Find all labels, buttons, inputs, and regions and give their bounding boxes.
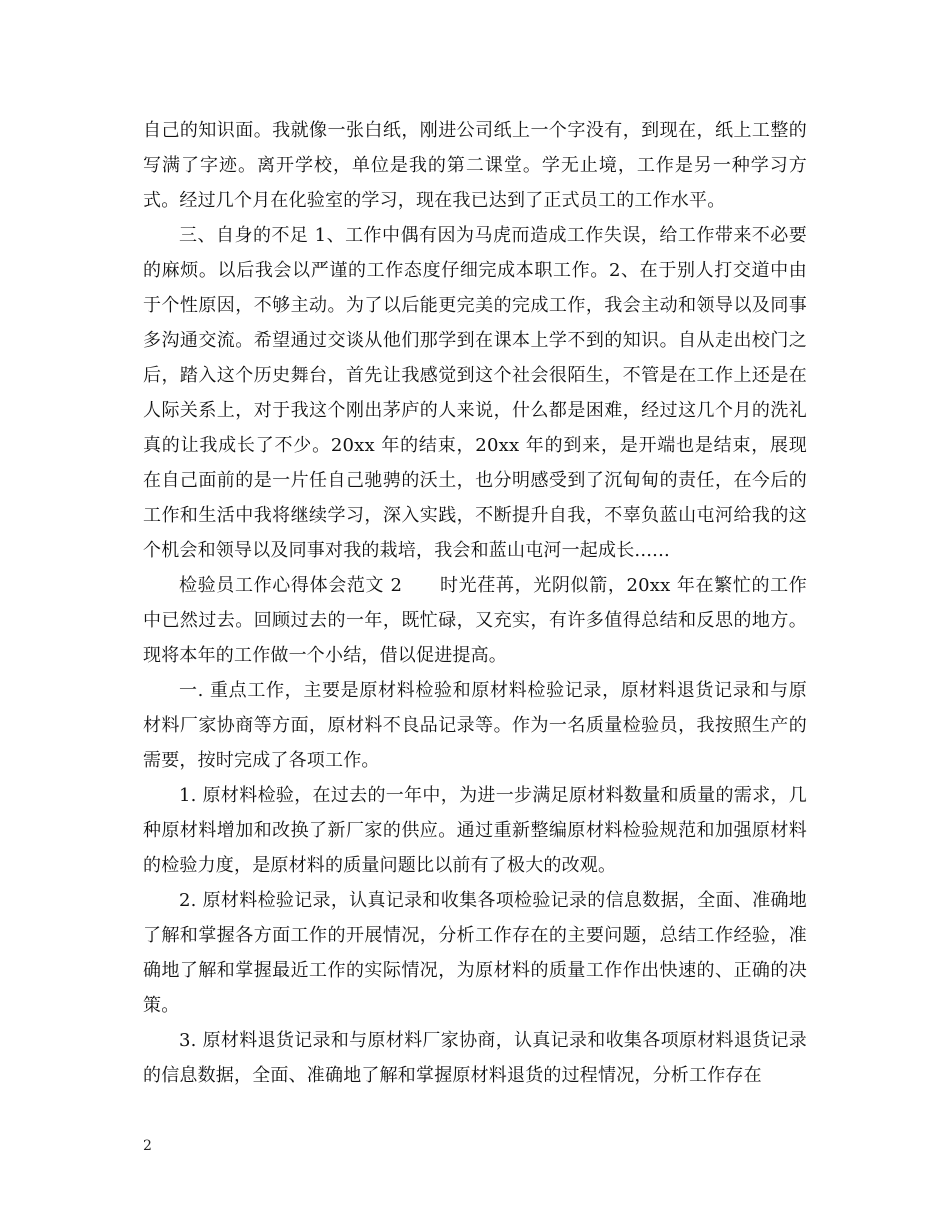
paragraph-3: 检验员工作心得体会范文 2 时光荏苒，光阴似箭，20xx 年在繁忙的工作中已然过去。回顾过去的一年，既忙碌，又充实，有许多值得总结和反思的地方。现将本年的工作做一个小结，借以促进提高。: [143, 575, 807, 666]
document-body: [143, 113, 807, 1093]
paragraph-6: 2. 原材料检验记录，认真记录和收集各项检验记录的信息数据，全面、准确地了解和掌握各方面工作的开展情况，分析工作存在的主要问题，总结工作经验，准确地了解和掌握最近工作的实际情况，为原材料的质量工作作出快速的、正确的决策。: [143, 890, 807, 1016]
page-number: 2: [143, 1138, 152, 1154]
paragraph-4: 一. 重点工作，主要是原材料检验和原材料检验记录，原材料退货记录和与原材料厂家协商等方面，原材料不良品记录等。作为一名质量检验员，我按照生产的需要，按时完成了各项工作。: [143, 680, 807, 771]
paragraph-1: 自己的知识面。我就像一张白纸，刚进公司纸上一个字没有，到现在，纸上工整的写满了字迹。离开学校，单位是我的第二课堂。学无止境，工作是另一种学习方式。经过几个月在化验室的学习，现在我已达到了正式员工的工作水平。: [143, 120, 807, 211]
paragraph-2: 三、自身的不足 1、工作中偶有因为马虎而造成工作失误，给工作带来不必要的麻烦。以后我会以严谨的工作态度仔细完成本职工作。2、在于别人打交道中由于个性原因，不够主动。为了以后能更完美的完成工作，我会主动和领导以及同事多沟通交流。希望通过交谈从他们那学到在课本上学不到的知识。自从走出校门之后，踏入这个历史舞台，首先让我感觉到这个社会很陌生，不管是在工作上还是在人际关系上，对于我这个刚出茅庐的人来说，什么都是困难，经过这几个月的洗礼真的让我成长了不少。20xx 年的结束，20xx 年的到来，是开端也是结束，展现在自己面前的是一片任自己驰骋的沃土，也分明感受到了沉甸甸的责任，在今后的工作和生活中我将继续学习，深入实践，不断提升自我，不辜负蓝山屯河给我的这个机会和领导以及同事对我的栽培，我会和蓝山屯河一起成长......: [143, 225, 807, 561]
paragraph-5: 1. 原材料检验，在过去的一年中，为进一步满足原材料数量和质量的需求，几种原材料增加和改换了新厂家的供应。通过重新整编原材料检验规范和加强原材料的检验力度，是原材料的质量问题比以前有了极大的改观。: [143, 785, 807, 876]
paragraph-7: 3. 原材料退货记录和与原材料厂家协商，认真记录和收集各项原材料退货记录的信息数据，全面、准确地了解和掌握原材料退货的过程情况，分析工作存在: [143, 1030, 807, 1086]
